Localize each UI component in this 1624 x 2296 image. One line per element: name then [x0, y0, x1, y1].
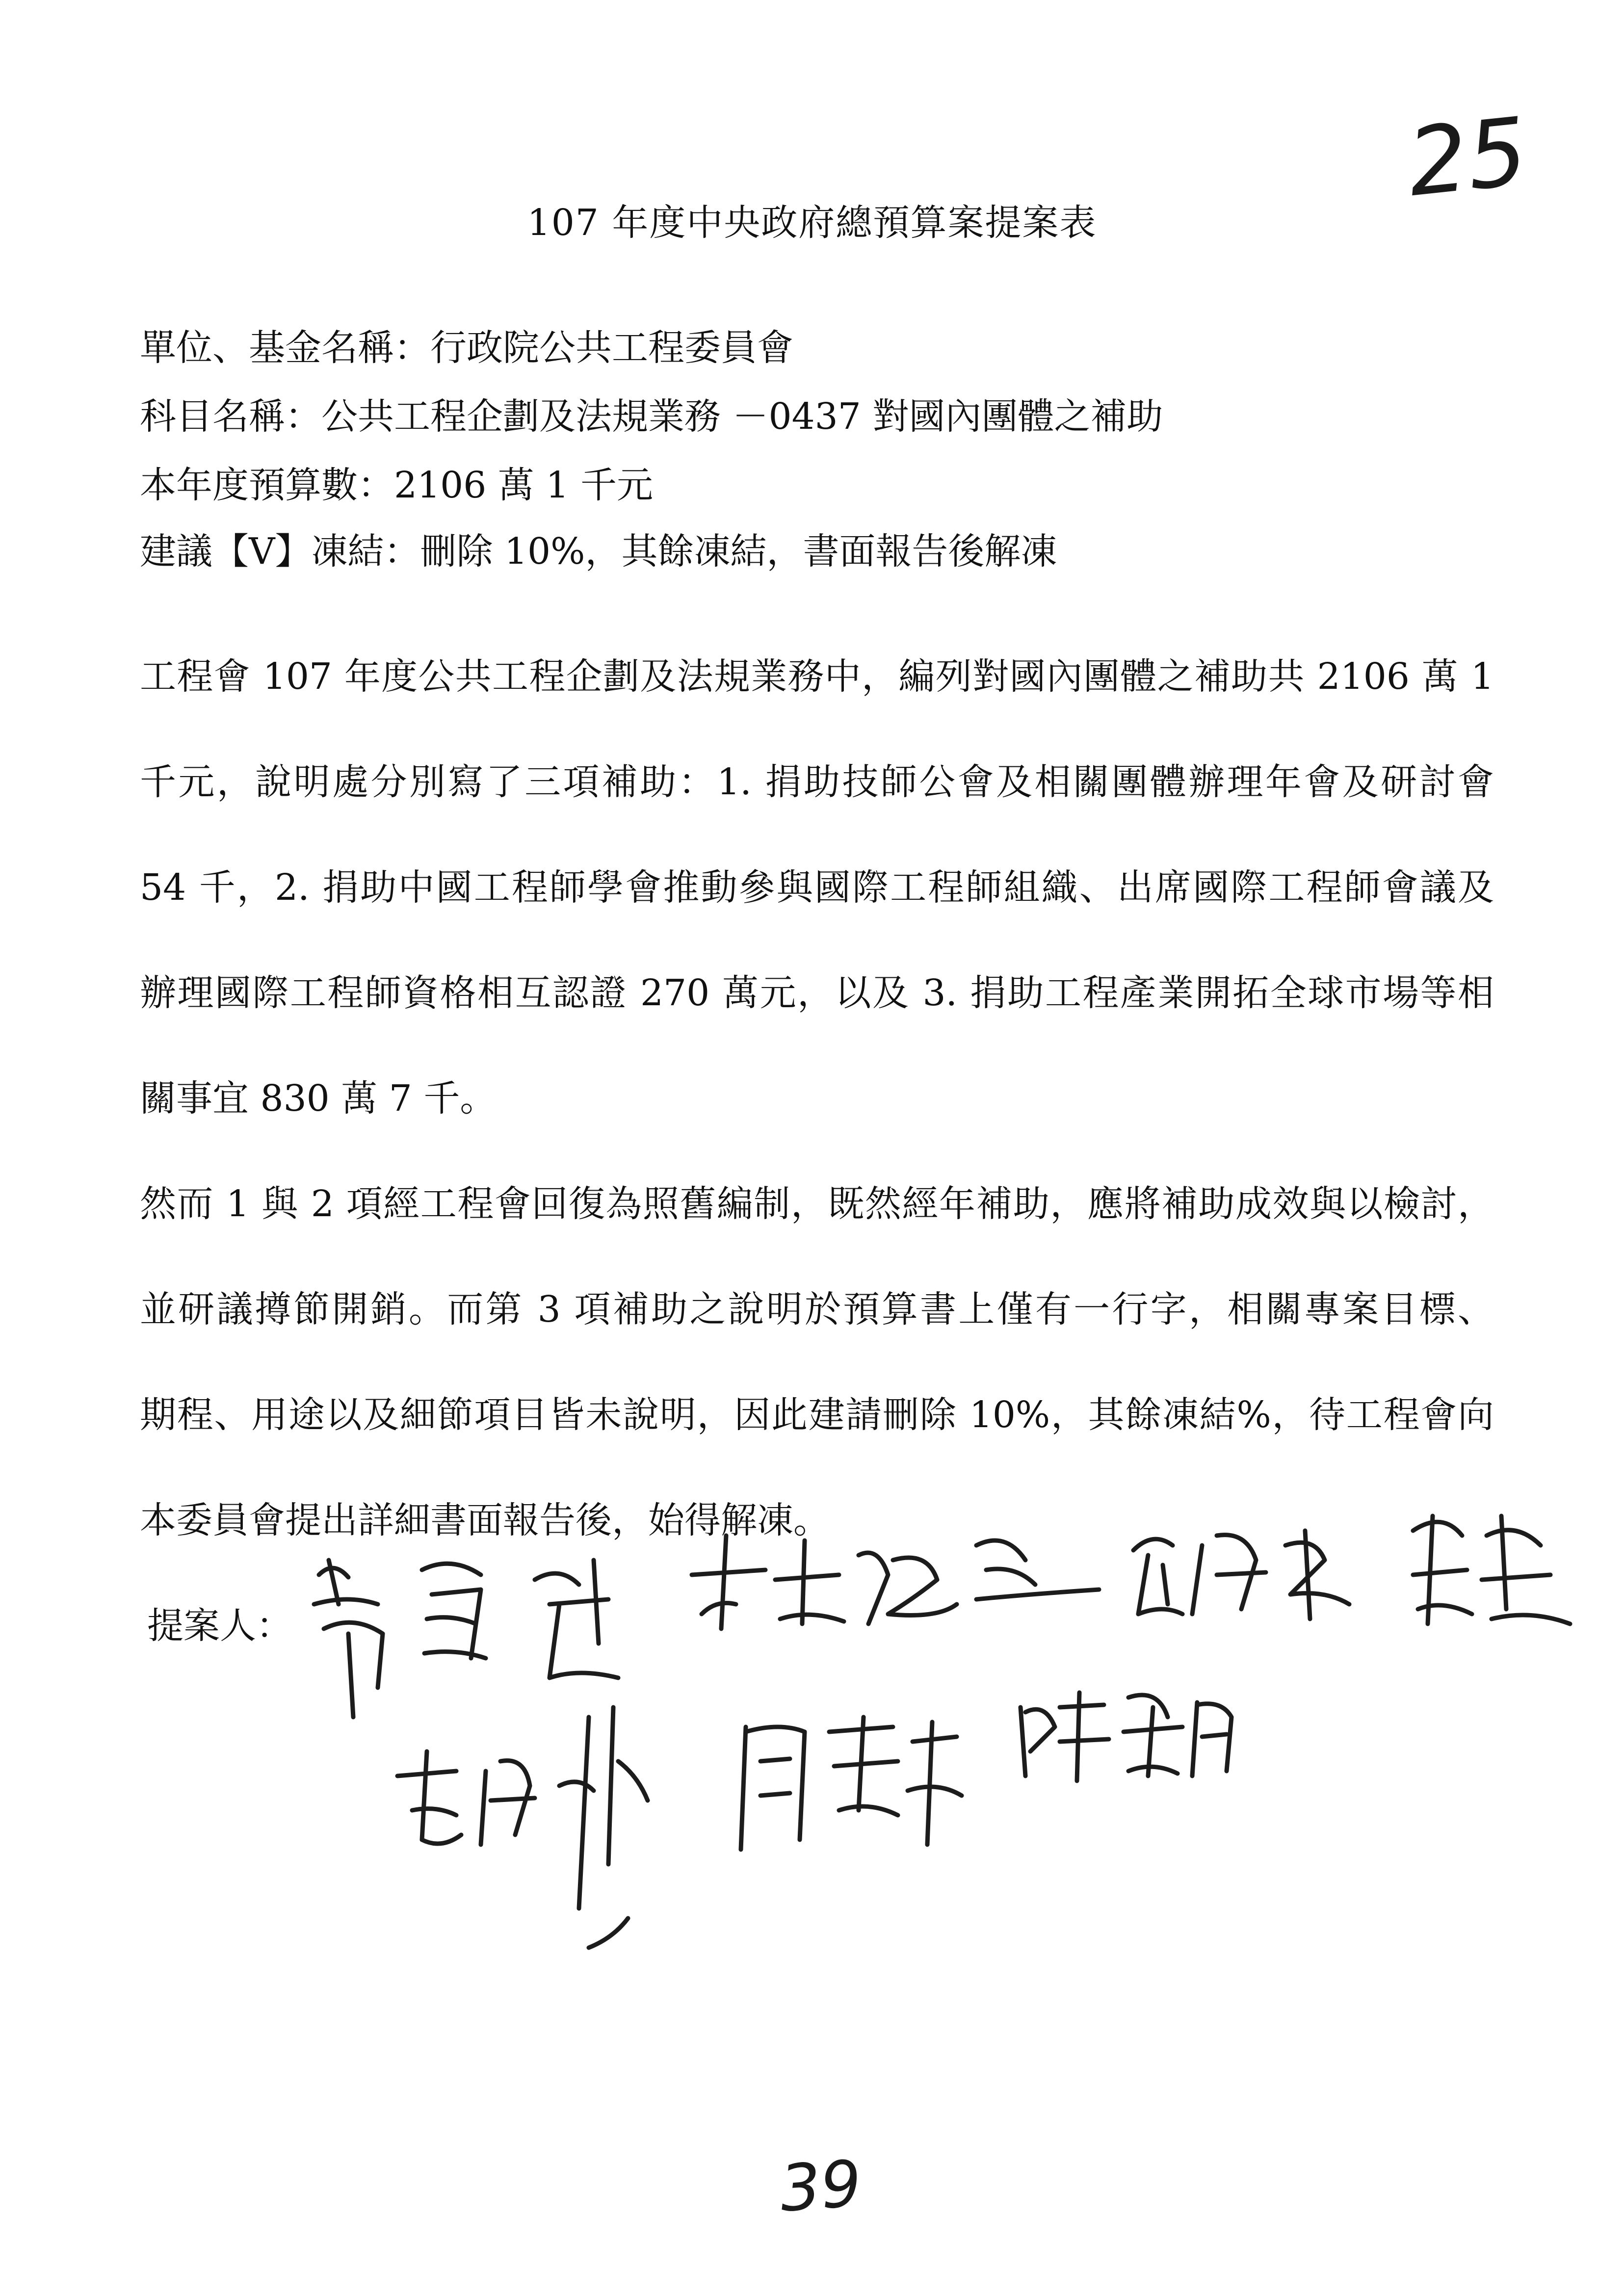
body-line: 然而 1 與 2 項經工程會回復為照舊編制，既然經年補助，應將補助成效與以檢討，: [140, 1183, 1494, 1225]
body-line: 期程、用途以及細節項目皆未說明，因此建請刪除 10%，其餘凍結%，待工程會向: [140, 1394, 1494, 1436]
proposer-label: 提案人：: [147, 1605, 292, 1647]
signature-7: [1006, 1678, 1241, 1791]
body-line: 關事宜 830 萬 7 千。: [140, 1077, 497, 1120]
annual-budget: 本年度預算數：2106 萬 1 千元: [140, 464, 653, 506]
body-line: 54 千，2. 捐助中國工程師學會推動參與國際工程師組織、出席國際工程師會議及: [140, 866, 1494, 909]
proposal-recommendation: 建議【V】凍結：刪除 10%，其餘凍結，書面報告後解凍: [140, 530, 1057, 573]
signature-6: [731, 1702, 967, 1859]
subject-name: 科目名稱：公共工程企劃及法規業務 －0437 對國內團體之補助: [140, 395, 1163, 438]
body-line: 並研議撙節開銷。而第 3 項補助之說明於預算書上僅有一行字，相關專案目標、: [140, 1288, 1494, 1331]
body-line: 本委員會提出詳細書面報告後，始得解凍。: [140, 1499, 830, 1541]
signature-2: [682, 1516, 1109, 1644]
document-title: 107 年度中央政府總預算案提案表: [527, 202, 1097, 244]
proposal-body: [140, 648, 1494, 1597]
stray-pen-mark: [579, 1908, 638, 1957]
handwritten-page-number: 39: [777, 2146, 864, 2226]
body-line: 辦理國際工程師資格相互認證 270 萬元，以及 3. 捐助工程產業開拓全球市場等相: [140, 972, 1494, 1014]
handwritten-page-mark: 25: [1403, 97, 1532, 218]
body-line: 工程會 107 年度公共工程企劃及法規業務中，編列對國內團體之補助共 2106 萬 1: [140, 655, 1494, 698]
body-line: 千元，說明處分別寫了三項補助：1. 捐助技師公會及相關團體辦理年會及研討會: [140, 761, 1494, 803]
signature-5: [383, 1688, 657, 1923]
unit-fund-name: 單位、基金名稱：行政院公共工程委員會: [140, 327, 793, 369]
signature-3: [1119, 1516, 1374, 1629]
signature-4: [1403, 1496, 1580, 1644]
